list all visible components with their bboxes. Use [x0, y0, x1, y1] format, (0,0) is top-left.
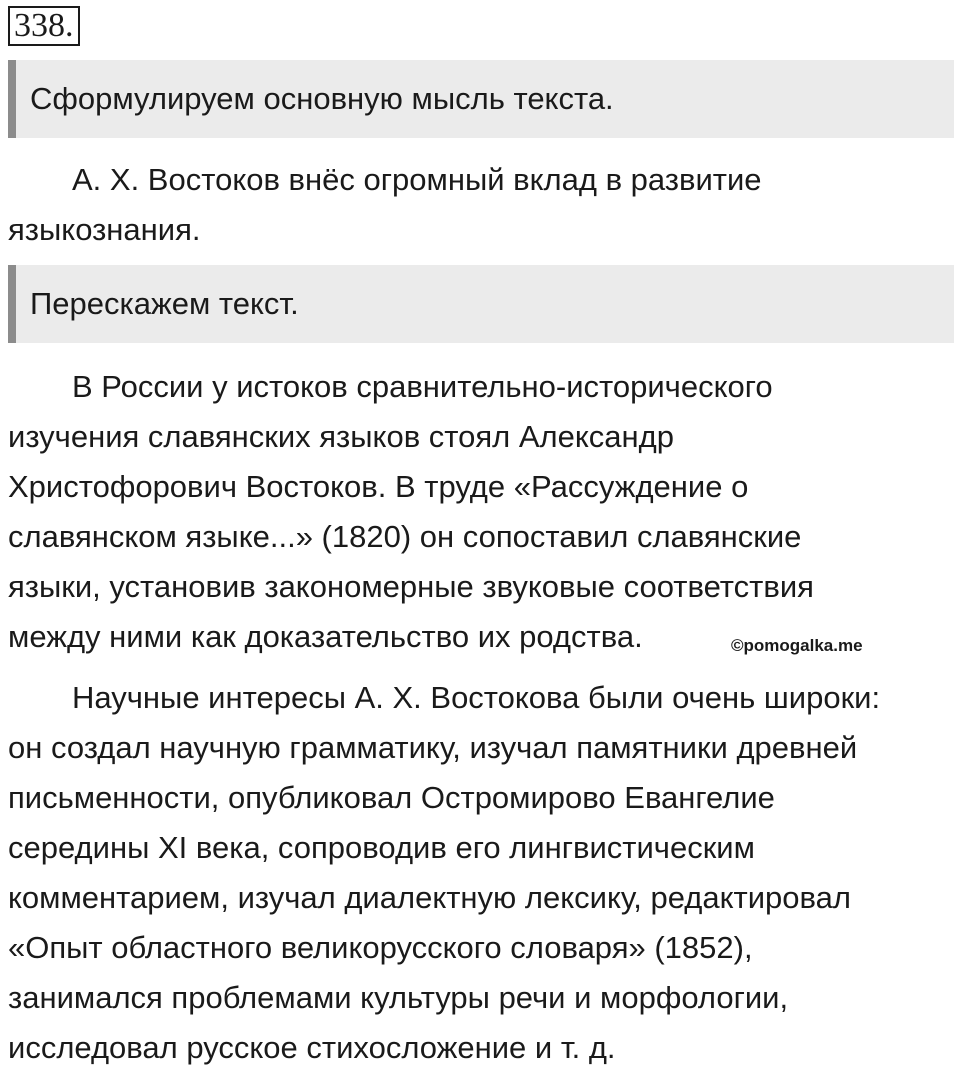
- text-line: комментарием, изучал диалектную лексику, редактировал: [8, 880, 851, 915]
- task-number: 338.: [8, 6, 80, 46]
- text-line: языкознания.: [8, 212, 201, 247]
- text-line: изучения славянских языков стоял Александр: [8, 419, 674, 454]
- section-header-main-idea: Сформулируем основную мысль текста.: [8, 60, 954, 138]
- text-line: исследовал русское стихосложение и т. д.: [8, 1030, 616, 1065]
- text-line: между ними как доказательство их родства.: [8, 619, 643, 654]
- main-idea-paragraph: [8, 155, 958, 255]
- text-line: середины XI века, сопроводив его лингвистическим: [8, 830, 755, 865]
- section-header-retelling: Перескажем текст.: [8, 265, 954, 343]
- retelling-paragraph-1: [8, 362, 958, 662]
- watermark: ©pomogalka.me: [731, 636, 863, 655]
- text-line: Научные интересы А. Х. Востокова были очень широки:: [72, 680, 881, 715]
- text-line: языки, установив закономерные звуковые соответствия: [8, 569, 814, 604]
- text-line: В России у истоков сравнительно-исторического: [72, 369, 773, 404]
- text-line: «Опыт областного великорусского словаря» (1852),: [8, 930, 753, 965]
- text-line: А. Х. Востоков внёс огромный вклад в развитие: [72, 162, 762, 197]
- text-line: Христофорович Востоков. В труде «Рассуждение о: [8, 469, 749, 504]
- text-line: он создал научную грамматику, изучал памятники древней: [8, 730, 858, 765]
- text-line: славянском языке...» (1820) он сопоставил славянские: [8, 519, 802, 554]
- text-line: занимался проблемами культуры речи и морфологии,: [8, 980, 789, 1015]
- text-line: письменности, опубликовал Остромирово Евангелие: [8, 780, 775, 815]
- retelling-paragraph-2: [8, 673, 958, 1073]
